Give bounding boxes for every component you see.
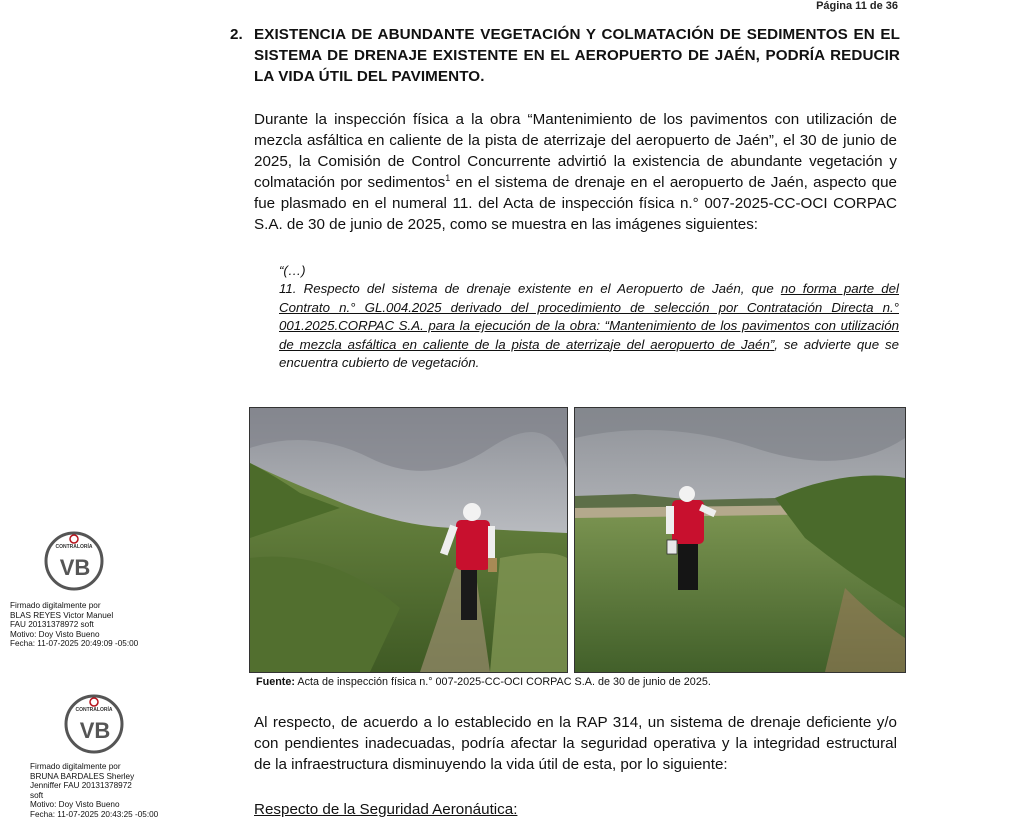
- visto-bueno-seal-2: [62, 690, 126, 754]
- quote-text-a: 11. Respecto del sistema de drenaje existente en el Aeropuerto de Jaén, que: [279, 281, 781, 297]
- quote-text-b: , se advierte que se encuentra cubierto de vegetación.: [279, 336, 899, 371]
- quote-open: “(…): [279, 263, 306, 278]
- seal-label-2: CONTRALORÍA: [75, 707, 113, 713]
- paragraph-inspection-text-a: Durante la inspección física a la obra “Mantenimiento de los pavimentos con utilización de mezcla asfáltica en caliente de la pista de aterrizaje del aeropuerto de Jaén”, el 30 de junio de 2025, la Comisión de Control Concurrente advirtió la existencia de abundante vegetación y colmatación por sedimentos: [254, 111, 897, 191]
- page-number: Página 11 de 36: [816, 0, 898, 12]
- paragraph-inspection-text-b: en el sistema de drenaje en el aeropuerto de Jaén, aspecto que fue plasmado en el numeral 11. del Acta de inspección física n.° 007-2025-CC-OCI CORPAC S.A. de 30 de junio de 2025, como se muestra en las imágenes siguientes:: [254, 174, 897, 233]
- signature-line: Fecha: 11-07-2025 20:49:09 -05:00: [10, 639, 139, 649]
- seal-icon: [42, 527, 106, 591]
- quoted-acta-excerpt: [279, 262, 899, 372]
- signature-line: Fecha: 11-07-2025 20:43:25 -05:00: [30, 809, 159, 819]
- quote-body: [279, 280, 899, 372]
- paragraph-inspection: [254, 109, 897, 235]
- digital-signature-2: [30, 762, 180, 820]
- caption-label: Fuente:: [256, 676, 295, 688]
- section-heading: [230, 24, 900, 87]
- section-title: EXISTENCIA DE ABUNDANTE VEGETACIÓN Y COLMATACIÓN DE SEDIMENTOS EN EL SISTEMA DE DRENAJE EXISTENTE EN EL AEROPUERTO DE JAÉN, PODRÍA REDUCIR LA VIDA ÚTIL DEL PAVIMENTO.: [254, 26, 900, 85]
- paragraph-rap314: Al respecto, de acuerdo a lo establecido en la RAP 314, un sistema de drenaje deficiente y/o con pendientes inadecuadas, podría afectar la seguridad operativa y la integridad estructural de la infraestructura disminuyendo la vida útil de esta, por lo siguiente:: [254, 714, 897, 773]
- signature-line: BLAS REYES Victor Manuel: [10, 610, 114, 620]
- inspection-photo-left-image: [250, 408, 567, 672]
- caption-text: Acta de inspección física n.° 007-2025-CC-OCI CORPAC S.A. de 30 de junio de 2025.: [295, 676, 711, 688]
- signature-line: Motivo: Doy Visto Bueno: [10, 629, 100, 639]
- inspection-photo-left: [249, 407, 568, 673]
- signature-line: FAU 20131378972 soft: [10, 620, 94, 630]
- seal-mark-2: VB: [79, 718, 111, 743]
- seal-mark-1: VB: [59, 555, 91, 580]
- signature-line: soft: [30, 790, 44, 800]
- inspection-photo-right-image: [575, 408, 905, 672]
- footnote-ref[interactable]: 1: [445, 172, 451, 183]
- signature-line: Motivo: Doy Visto Bueno: [30, 800, 120, 810]
- signature-line: Firmado digitalmente por: [10, 601, 101, 610]
- section-number: 2.: [230, 26, 243, 43]
- quote-underlined: no forma parte del Contrato n.° GL.004.2025 derivado del procedimiento de selección por Contratación Directa n.° 001.2025.CORPAC S.A. para la ejecución de la obra: “Mantenimiento de los pavimentos con utilización de mezcla asfáltica en caliente de la pista de aterrizaje del aeropuerto de Jaén”: [279, 281, 899, 352]
- seal-label-1: CONTRALORÍA: [55, 544, 93, 550]
- subheading-seguridad: Respecto de la Seguridad Aeronáutica:: [254, 801, 518, 818]
- inspection-photo-right: [574, 407, 906, 673]
- photo-caption: [256, 676, 711, 688]
- visto-bueno-seal-1: [42, 527, 106, 591]
- digital-signature-1: [10, 601, 160, 649]
- seal-icon: [62, 690, 126, 754]
- signature-line: Jenniffer FAU 20131378972: [30, 781, 132, 791]
- signature-line: Firmado digitalmente por: [30, 762, 121, 771]
- signature-line: BRUNA BARDALES Sherley: [30, 771, 135, 781]
